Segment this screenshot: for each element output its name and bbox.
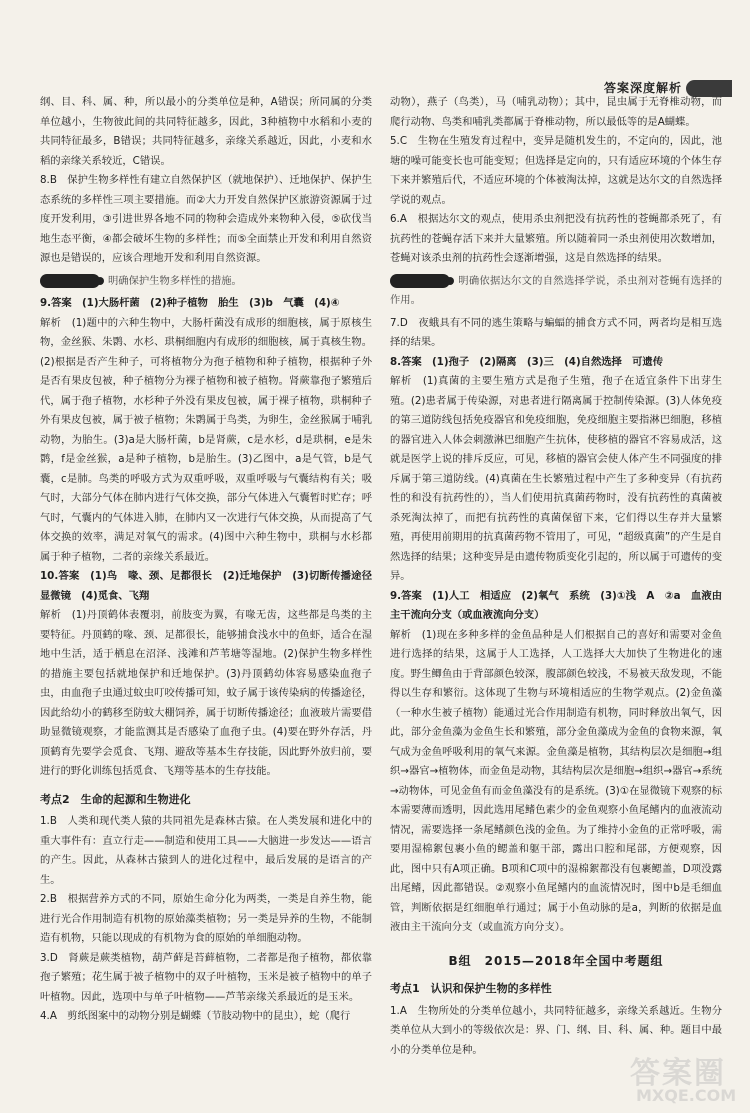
header-title: 答案深度解析 bbox=[603, 81, 682, 95]
tip-badge-icon bbox=[390, 274, 450, 288]
answer-5: 5.C 生物在生殖发育过程中，变异是随机发生的，不定向的，因此，池塘的噪可能变长也可能变短；但选择是定向的，只有适应环境的个体生存下来并繁殖后代，不适应环境的个体被淘汰掉，这就是达尔文的自然选择学说的观点。 bbox=[390, 135, 722, 206]
tip-badge-icon bbox=[40, 274, 100, 288]
watermark-logo bbox=[630, 1048, 742, 1108]
answer-10: 10.答案 (1)鸟 喙、颈、足都很长 (2)迁地保护 (3)切断传播途径 显微镜 (4)觅食、飞翔 bbox=[40, 570, 383, 602]
answer-8: 8.答案 (1)孢子 (2)隔离 (3)三 (4)自然选择 可遗传 bbox=[390, 355, 664, 368]
answer-8: 8.B 保护生物多样性有建立自然保护区（就地保护）、迁地保护、保护生态系统的多样性三项主要措施。而②大力开发自然保护区旅游资源属于过度开发利用，③引进世界各地不同的物种会造成外来物种入侵，⑤砍伐当地生态平衡，④都会破坏生物的多样性；而⑤全面禁止开发和利用自然资源也是错误的，应该合理地开发和利用自然资源。 bbox=[40, 174, 372, 264]
group-heading: B组 2015—2018年全国中考题组 bbox=[448, 953, 664, 968]
tip-text: 明确依据达尔文的自然选择学说，杀虫剂对苍蝇有选择的作用。 bbox=[390, 274, 722, 306]
watermark-url: MXQE.COM bbox=[636, 1086, 737, 1105]
answer-7: 7.D 夜蛾具有不同的逃生策略与蝙蝠的捕食方式不同，两者均是相互选择的结果。 bbox=[390, 316, 722, 348]
left-column bbox=[40, 93, 383, 1027]
answer-1: 1.A 生物所处的分类单位越小，共同特征越多，亲缘关系越近。生物分类单位从大到小的等级依次是：界、门、纲、目、科、属、种。题目中最小的分类单位是种。 bbox=[390, 1004, 722, 1056]
section-heading: 考点1 认识和保护生物的多样性 bbox=[390, 982, 552, 995]
paragraph: 纲、目、科、属、种，所以最小的分类单位是种，A错误；所同属的分类单位越小，生物彼此间的共同特征越多，因此，3种植物中水稻和小麦的共同特征最多，B错误；共同特征越多，亲缘关系越近，因此，小麦和水稻的亲缘关系较近，C错误。 bbox=[40, 96, 372, 167]
tip-text: 明确保护生物多样性的措施。 bbox=[108, 274, 242, 287]
paragraph: 动物），燕子（鸟类），马（哺乳动物）；其中，昆虫属于无脊椎动物，而爬行动物、鸟类和哺乳类都属于脊椎动物，所以最低等的是A蝴蝶。 bbox=[390, 96, 722, 128]
analysis-9: 解析 (1)现在多种多样的金鱼品种是人们根据自己的喜好和需要对金鱼进行选择的结果，这属于人工选择，人工选择大大加快了生物进化的速度。野生鲫鱼由于背部颜色较深，腹部颜色较浅，不易被天敌发现，不能得以生存和繁衍。这体现了生物与环境相适应的生物学观点。(2)金鱼藻（一种水生被子植物）能通过光合作用制造有机物，同时释放出氧气，因此，部分金鱼藻为金鱼生长和繁殖，部分金鱼藻成为金鱼的食物来源，氧气成为金鱼呼吸利用的氧气来源。金鱼藻是植物，其结构层次是细胞→组织→器官→植物体，而金鱼是动物，其结构层次是细胞→组织→器官→系统→动物体，可见金鱼有而金鱼藻没有的是系统。(3)①在显微镜下观察的标本需要薄而透明，因此选用尾鳍色素少的金鱼观察小鱼尾鳍内的血液流动情况，需要选择一条尾鳍颜色浅的金鱼。为了维持小金鱼的正常呼吸，需要用湿棉絮包裹小鱼的鳃盖和躯干部，露出口腔和尾部，方便观察，因此，图中只有A项正确。B项和C项中的湿棉絮都没有包裹鳃盖，D项没露出尾鳍，因此都错误。②观察小鱼尾鳍内的血流情况时，图中b是毛细血管，判断依据是红细胞单行通过；属于小鱼动脉的是a，判断的依据是血液由主干流向分支（或血流方向分支）。 bbox=[390, 628, 722, 933]
page-header bbox=[0, 0, 750, 100]
answer-9: 9.答案 (1)人工 相适应 (2)氧气 系统 (3)①浅 A ②a 血液由主干流向分支（或血液流向分支） bbox=[390, 589, 722, 621]
tip-note bbox=[390, 272, 722, 311]
analysis-9: 解析 (1)题中的六种生物中，大肠杆菌没有成形的细胞核，属于原核生物，金丝猴、朱鹮、水杉、珙桐细胞内有成形的细胞核，属于真核生物。(2)根据是否产生种子，可将植物分为孢子植物和种子植物，根据种子外是否有果皮包被，种子植物分为裸子植物和被子植物。肾蕨靠孢子繁殖后代，属于孢子植物，水杉种子外没有果皮包被，属于裸子植物，珙桐种子外有果皮包被，属于被子植物；朱鹮属于鸟类，为卵生，金丝猴属于哺乳动物，为胎生。(3)a是大肠杆菌，b是肾蕨，c是水杉，d是珙桐，e是朱鹮，f是金丝猴，a是种子植物，b是胎生。(3)乙图中，a是气管，b是气囊，c是肺。鸟类的呼吸方式为双重呼吸，双重呼吸与气囊结构有关；吸气时，大部分气体在肺内进行气体交换，部分气体进入气囊暂时贮存；呼气时，气囊内的气体进入肺，在肺内又一次进行气体交换，从而提高了气体交换的效率，满足对氧气的需求。(4)图中六种生物中，珙桐与水杉都属于种子植物，二者的亲缘关系最近。 bbox=[40, 316, 372, 563]
watermark-text: 答案圈 bbox=[630, 1056, 726, 1091]
tip-note bbox=[40, 272, 372, 292]
answer-6: 6.A 根据达尔文的观点，使用杀虫剂把没有抗药性的苍蝇都杀死了，有抗药性的苍蝇存活下来并大量繁殖。所以随着同一杀虫剂使用次数增加，苍蝇对该杀虫剂的抗药性会逐渐增强，这是自然选择的结果。 bbox=[390, 213, 722, 264]
right-column bbox=[390, 93, 722, 1060]
analysis-10: 解析 (1)丹顶鹤体表覆羽，前肢变为翼，有喙无齿，这些都是鸟类的主要特征。丹顶鹤的喙、颈、足都很长，能够捕食浅水中的鱼虾，适合在湿地中生活，适于栖息在沼泽、浅滩和芦苇塘等湿地。(2)保护生物多样性的措施主要包括就地保护和迁地保护。(3)丹顶鹤幼体容易感染血孢子虫，由血孢子虫通过蚊虫叮咬传播可知，蚊子属于该传染病的传播途径，因此给幼小的鹤移至防蚊大棚饲养，属于切断传播途径；血液玻片需要借助显微镜观察，才能监测其是否感染了血孢子虫。(4)要在野外存活，丹顶鹤育先要学会觅食、飞翔、避敌等基本生存技能，因此野外放归前，要进行的野化训练包括觅食、飞翔等基本的生存技能。 bbox=[40, 609, 372, 777]
section-heading: 考点2 生命的起源和生物进化 bbox=[40, 792, 191, 806]
answer-3: 3.D 肾蕨是蕨类植物，葫芦藓是苔藓植物，二者都是孢子植物，都依靠孢子繁殖；花生属于被子植物中的双子叶植物，玉米是被子植物中的单子叶植物。因此，选项中与单子叶植物——芦苇亲缘关系最近的是玉米。 bbox=[40, 951, 372, 1003]
answer-2: 2.B 根据营养方式的不同，原始生命分化为两类，一类是自养生物，能进行光合作用制造有机物的原始藻类植物；另一类是异养的生物，不能制造有机物，只能以现成的有机物为食的原始的单细胞动物。 bbox=[40, 893, 372, 944]
analysis-8: 解析 (1)真菌的主要生殖方式是孢子生殖，孢子在适宜条件下出芽生殖。(2)患者属于传染源，对患者进行隔离属于控制传染源。(3)人体免疫的第三道防线包括免疫器官和免疫细胞，免疫细胞主要指淋巴细胞，移植的器官进入人体会刺激淋巴细胞产生抗体，使移植的器官不容易成活，这就是医学上说的排斥反应，可见，移植的器官会使人体产生不同强度的排斥属于第三道防线。(4)真菌在生长繁殖过程中产生了多种变异（有抗药性的和没有抗药性的），当人们使用抗真菌药物时，没有抗药性的真菌被杀死淘汰掉了，而把有抗药性的真菌保留下来，它们得以生存并大量繁殖，再使用前期用的抗真菌药物不管用了，可见，“超级真菌”的产生是自然选择的结果；这种变异是由遗传物质变化引起的，所以属于可遗传的变异。 bbox=[390, 375, 722, 582]
answer-9: 9.答案 (1)大肠杆菌 (2)种子植物 胎生 (3)b 气囊 (4)④ bbox=[40, 297, 340, 309]
answer-4: 4.A 剪纸图案中的动物分别是蝴蝶（节肢动物中的昆虫），蛇（爬行 bbox=[40, 1010, 351, 1022]
answer-1: 1.B 人类和现代类人猿的共同祖先是森林古猿。在人类发展和进化中的重大事件有：直立行走——制造和使用工具——大脑进一步发达——语言的产生。因此，从森林古猿到人的进化过程中，最后发展的是语言的产生。 bbox=[40, 815, 372, 886]
